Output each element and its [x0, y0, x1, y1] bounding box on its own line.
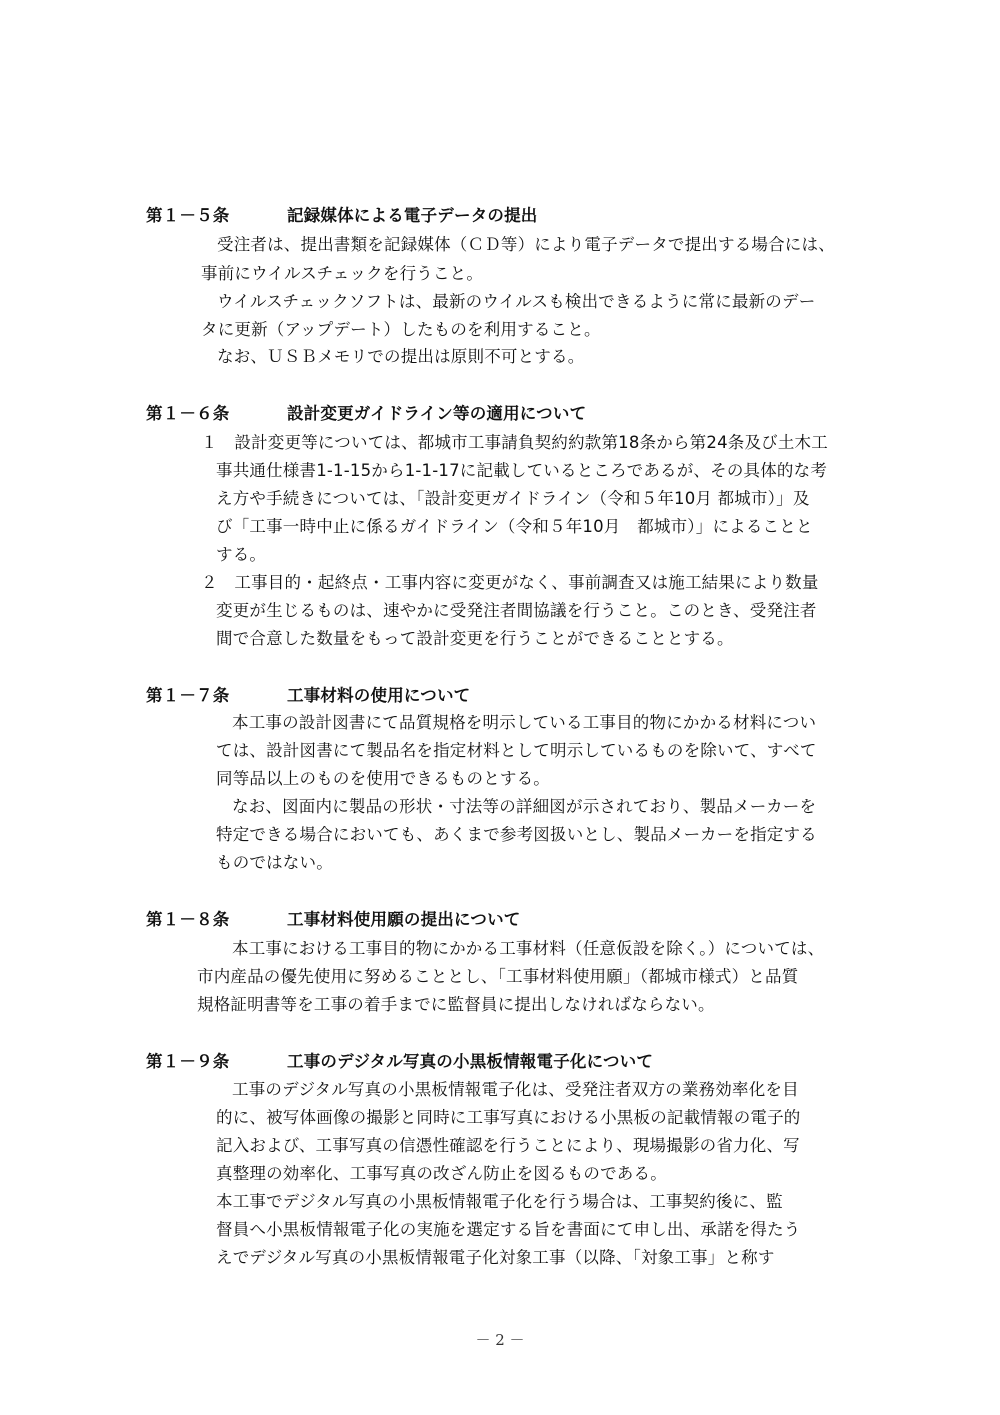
body-line: 特定できる場合においても、あくまで参考図扱いとし、製品メーカーを指定する — [216, 825, 817, 844]
section-number: 第１－５条 — [146, 206, 230, 225]
body-line: ては、設計図書にて製品名を指定材料として明示しているものを除いて、すべて — [216, 741, 817, 760]
page-number: － 2 － — [475, 1331, 525, 1349]
section-title: 工事材料使用願の提出について — [287, 910, 521, 929]
body-line: 規格証明書等を工事の着手までに監督員に提出しなければならない。 — [197, 995, 715, 1014]
body-line: 真整理の効率化、工事写真の改ざん防止を図るものである。 — [216, 1164, 667, 1183]
body-line: 同等品以上のものを使用できるものとする。 — [216, 769, 550, 788]
body-line: ウイルスチェックソフトは、最新のウイルスも検出できるように常に最新のデー — [217, 292, 816, 311]
section-number: 第１－９条 — [146, 1052, 230, 1071]
body-line: 事前にウイルスチェックを行うこと。 — [201, 264, 484, 283]
body-line: 本工事における工事目的物にかかる工事材料（任意仮設を除く。）については、 — [232, 939, 825, 958]
body-line: タに更新（アップデート）したものを利用すること。 — [201, 320, 601, 339]
body-line: 間で合意した数量をもって設計変更を行うことができることとする。 — [216, 629, 734, 648]
body-line: 本工事の設計図書にて品質規格を明示している工事目的物にかかる材料につい — [232, 713, 817, 732]
body-line: 市内産品の優先使用に努めることとし、「工事材料使用願」（都城市様式）と品質 — [197, 967, 799, 986]
body-line: 事共通仕様書1-1-15から1-1-17に記載しているところであるが、その具体的な考 — [216, 461, 828, 480]
body-line: えでデジタル写真の小黒板情報電子化対象工事（以降、「対象工事」と称す — [216, 1248, 775, 1267]
body-line: １ 設計変更等については、都城市工事請負契約約款第18条から第24条及び土木工 — [201, 433, 828, 452]
body-line: なお、図面内に製品の形状・寸法等の詳細図が示されており、製品メーカーを — [232, 797, 817, 816]
body-line: 本工事でデジタル写真の小黒板情報電子化を行う場合は、工事契約後に、監 — [216, 1192, 783, 1211]
body-line: 記入および、工事写真の信憑性確認を行うことにより、現場撮影の省力化、写 — [216, 1136, 800, 1155]
section-title: 設計変更ガイドライン等の適用について — [287, 404, 587, 423]
body-line: 受注者は、提出書類を記録媒体（ＣＤ等）により電子データで提出する場合には、 — [217, 235, 835, 254]
body-line: え方や手続きについては、「設計変更ガイドライン（令和５年10月 都城市）」及 — [216, 489, 810, 508]
section-number: 第１－８条 — [146, 910, 230, 929]
section-title: 工事のデジタル写真の小黒板情報電子化について — [287, 1052, 654, 1071]
body-line: び「工事一時中止に係るガイドライン（令和５年10月 都城市）」によることと — [216, 517, 813, 536]
body-line: 工事のデジタル写真の小黒板情報電子化は、受発注者双方の業務効率化を目 — [232, 1080, 799, 1099]
body-line: 変更が生じるものは、速やかに受発注者間協議を行うこと。このとき、受発注者 — [216, 601, 817, 620]
section-title: 記録媒体による電子データの提出 — [287, 206, 538, 225]
body-line: 的に、被写体画像の撮影と同時に工事写真における小黒板の記載情報の電子的 — [216, 1108, 801, 1127]
section-number: 第１－６条 — [146, 404, 230, 423]
body-line: なお、ＵＳＢメモリでの提出は原則不可とする。 — [217, 347, 585, 366]
body-line: ものではない。 — [216, 853, 333, 872]
section-number: 第１－７条 — [146, 686, 230, 705]
section-title: 工事材料の使用について — [287, 686, 471, 705]
body-line: ２ 工事目的・起終点・工事内容に変更がなく、事前調査又は施工結果により数量 — [201, 573, 819, 592]
body-line: する。 — [216, 545, 267, 564]
body-line: 督員へ小黒板情報電子化の実施を選定する旨を書面にて申し出、承諾を得たう — [216, 1220, 801, 1239]
